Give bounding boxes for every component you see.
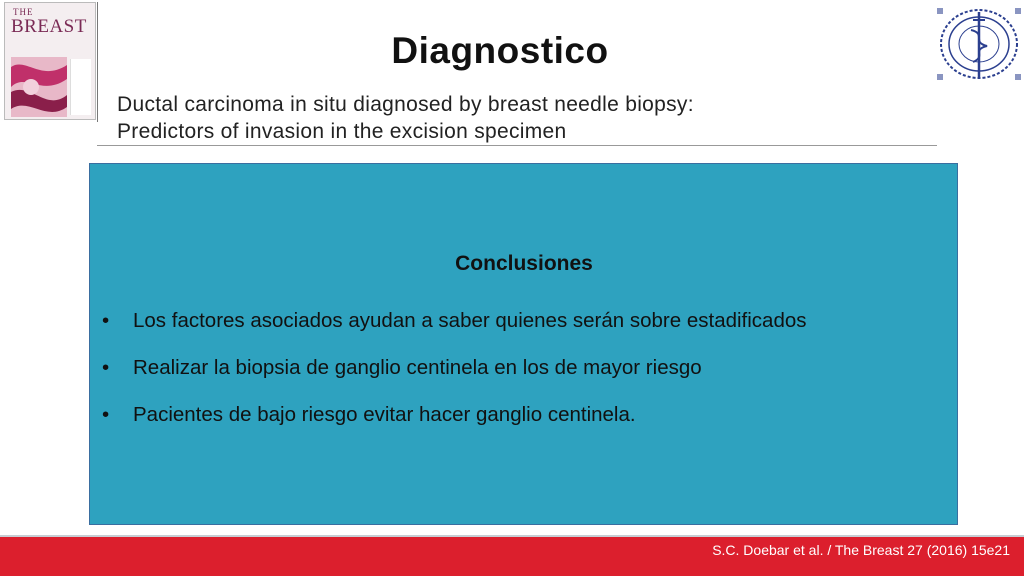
paper-title xyxy=(117,91,877,145)
list-item xyxy=(90,308,950,355)
paper-title-line-1: Ductal carcinoma in situ diagnosed by breast needle biopsy: xyxy=(117,93,694,116)
bullet-icon: • xyxy=(102,309,110,332)
list-item-text: Los factores asociados ayudan a saber quienes serán sobre estadificados xyxy=(133,309,807,332)
journal-cover-title: BREAST xyxy=(11,16,87,37)
bullet-icon: • xyxy=(102,356,110,379)
page-title: Diagnostico xyxy=(391,30,609,71)
header-rule xyxy=(97,145,937,146)
paper-title-line-2: Predictors of invasion in the excision specimen xyxy=(117,120,567,143)
journal-cover-title-small: THE xyxy=(13,7,34,17)
conclusions-box xyxy=(89,163,958,525)
list-item xyxy=(90,402,950,449)
footer-bar xyxy=(0,537,1024,576)
list-item-text: Pacientes de bajo riesgo evitar hacer ganglio centinela. xyxy=(133,403,636,426)
conclusions-heading: Conclusiones xyxy=(455,252,593,275)
bullet-icon: • xyxy=(102,403,110,426)
list-item xyxy=(90,355,950,402)
conclusions-list xyxy=(90,308,950,449)
list-item-text: Realizar la biopsia de ganglio centinela en los de mayor riesgo xyxy=(133,356,702,379)
footer-citation: S.C. Doebar et al. / The Breast 27 (2016) 15e21 xyxy=(712,542,1010,558)
